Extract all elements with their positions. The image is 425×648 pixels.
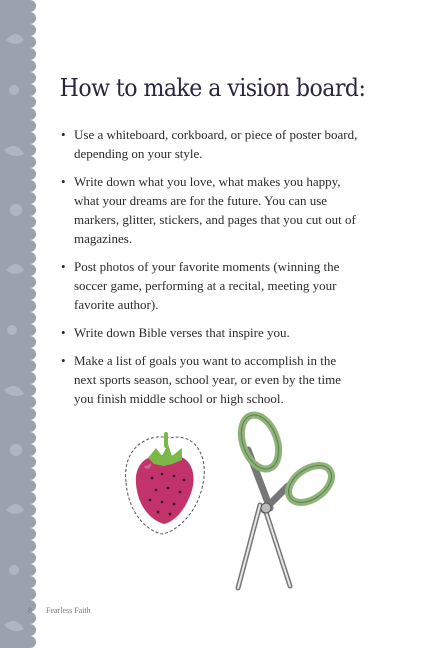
book-title: Fearless Faith <box>46 606 91 615</box>
page-title: How to make a vision board: <box>59 74 366 102</box>
list-item: • Make a list of goals you want to accomplish in the next sports season, school year, or even by the time you finish middle school or high school. <box>60 351 360 408</box>
strawberry-icon <box>126 432 205 534</box>
list-item: • Use a whiteboard, corkboard, or piece of poster board, depending on your style. <box>60 125 360 163</box>
illustration <box>120 410 340 600</box>
bullet-list <box>60 125 360 417</box>
page-footer <box>28 606 91 615</box>
scissors-icon <box>234 410 338 588</box>
list-item: • Post photos of your favorite moments (winning the soccer game, performing at a recital, meeting your favorite author). <box>60 257 360 314</box>
page-number: 8 <box>28 606 32 615</box>
list-item: • Write down what you love, what makes you happy, what your dreams are for the future. You can use markers, glitter, stickers, and pages that you cut out of magazines. <box>60 172 360 248</box>
list-item: • Write down Bible verses that inspire you. <box>60 323 360 342</box>
